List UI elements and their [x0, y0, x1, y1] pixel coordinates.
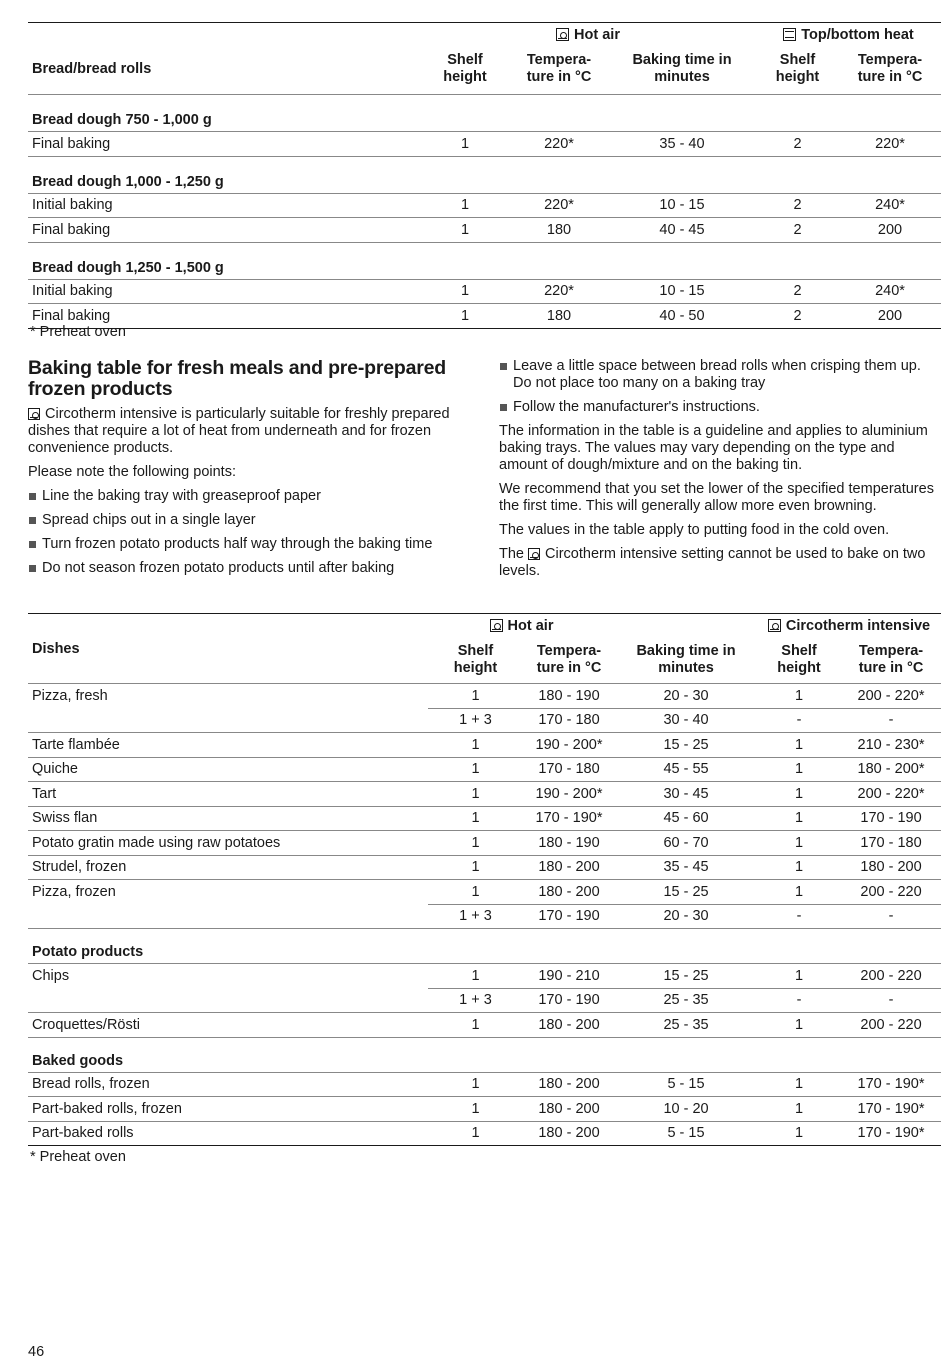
- table-row: Strudel, frozen 1 180 - 200 35 - 45 1 180 - 200: [28, 855, 941, 880]
- table-row: Tarte flambée 1 190 - 200* 15 - 25 1 210 - 230*: [28, 733, 941, 758]
- left-text-column: [28, 358, 473, 584]
- column-header-shelf: Shelf height: [428, 638, 523, 684]
- table-row: Quiche 1 170 - 180 45 - 55 1 180 - 200*: [28, 757, 941, 782]
- preheat-footnote: * Preheat oven: [30, 324, 126, 340]
- table-row: Initial baking 1 220* 10 - 15 2 240*: [28, 193, 941, 218]
- column-header-item: Dishes: [28, 638, 428, 684]
- recommendation-paragraph: We recommend that you set the lower of the specified temperatures the first time. This will generally allow more even browning.: [499, 481, 934, 514]
- table-row: Croquettes/Rösti 1 180 - 200 25 - 35 1 200 - 220: [28, 1013, 941, 1038]
- circotherm-group-header: Circotherm intensive: [757, 614, 941, 638]
- intro-paragraph: Circotherm intensive is particularly suitable for freshly prepared dishes that require a lot of heat from underneath and for frozen convenience products.: [28, 406, 450, 456]
- hot-air-group-header: Hot air: [428, 614, 615, 638]
- column-header-temperature: Tempera- ture in °C: [523, 638, 615, 684]
- table-row: Part-baked rolls 1 180 - 200 5 - 15 1 170 - 190*: [28, 1121, 941, 1146]
- table-row: Part-baked rolls, frozen 1 180 - 200 10 - 20 1 170 - 190*: [28, 1097, 941, 1122]
- table-row: Swiss flan 1 170 - 190* 45 - 60 1 170 - 190: [28, 806, 941, 831]
- bread-baking-table: [28, 22, 941, 329]
- top-bottom-heat-group-header: Top/bottom heat: [756, 23, 941, 45]
- table-group-header: [28, 23, 941, 45]
- preheat-footnote: * Preheat oven: [30, 1149, 126, 1165]
- tips-list: [499, 358, 939, 416]
- column-header-shelf: Shelf height: [757, 638, 841, 684]
- table-row: 1 + 3 170 - 180 30 - 40 - -: [28, 708, 941, 733]
- list-item: Follow the manufacturer's instructions.: [499, 399, 939, 416]
- column-header-baking-time: Baking time in minutes: [608, 45, 756, 95]
- table-section-row: Potato products: [28, 929, 941, 964]
- table-column-headers: [28, 638, 941, 684]
- hot-air-fan-icon: [490, 619, 503, 632]
- hot-air-fan-icon: [556, 28, 569, 41]
- section-heading: Baking table for fresh meals and pre-prepared frozen products: [28, 357, 446, 400]
- page-number: 46: [28, 1344, 45, 1360]
- top-bottom-heat-icon: [783, 28, 796, 41]
- hot-air-group-header: Hot air: [420, 23, 756, 45]
- guideline-paragraph: The information in the table is a guideline and applies to aluminium baking trays. The values may vary depending on the type and amount of dough/mixture and on the baking tin.: [499, 423, 928, 473]
- column-header-temperature: Tempera- ture in °C: [841, 638, 941, 684]
- list-item: Do not season frozen potato products until after baking: [28, 560, 473, 577]
- points-intro: Please note the following points:: [28, 464, 236, 480]
- table-row: Final baking 1 180 40 - 50 2 200: [28, 304, 941, 329]
- list-item: Spread chips out in a single layer: [28, 512, 473, 529]
- column-header-shelf: Shelf height: [756, 45, 839, 95]
- list-item: Leave a little space between bread rolls when crisping them up. Do not place too many on a baking tray: [499, 358, 939, 392]
- circotherm-intensive-icon: [28, 408, 40, 420]
- circotherm-intensive-icon: [768, 619, 781, 632]
- right-text-column: [499, 358, 939, 587]
- column-header-shelf: Shelf height: [420, 45, 510, 95]
- table-row: Pizza, fresh 1 180 - 190 20 - 30 1 200 - 220*: [28, 684, 941, 709]
- table-section-row: Bread dough 1,250 - 1,500 g: [28, 242, 941, 279]
- column-header-baking-time: Baking time in minutes: [615, 638, 757, 684]
- table-section-row: Bread dough 750 - 1,000 g: [28, 95, 941, 132]
- table-section-row: Baked goods: [28, 1037, 941, 1072]
- table-row: Initial baking 1 220* 10 - 15 2 240*: [28, 279, 941, 304]
- table-row: Chips 1 190 - 210 15 - 25 1 200 - 220: [28, 964, 941, 989]
- fresh-frozen-baking-table: [28, 613, 941, 1146]
- table-row: Tart 1 190 - 200* 30 - 45 1 200 - 220*: [28, 782, 941, 807]
- table-row: Pizza, frozen 1 180 - 200 15 - 25 1 200 - 220: [28, 880, 941, 905]
- table-row: Potato gratin made using raw potatoes 1 180 - 190 60 - 70 1 170 - 180: [28, 831, 941, 856]
- table-section-row: Bread dough 1,000 - 1,250 g: [28, 156, 941, 193]
- table-row: Bread rolls, frozen 1 180 - 200 5 - 15 1 170 - 190*: [28, 1072, 941, 1097]
- table-row: Final baking 1 180 40 - 45 2 200: [28, 218, 941, 243]
- table-row: Final baking 1 220* 35 - 40 2 220*: [28, 132, 941, 157]
- cold-oven-paragraph: The values in the table apply to putting food in the cold oven.: [499, 522, 890, 538]
- two-levels-paragraph: The Circotherm intensive setting cannot be used to bake on two levels.: [499, 546, 926, 579]
- column-header-temperature: Tempera- ture in °C: [510, 45, 608, 95]
- table-row: 1 + 3 170 - 190 20 - 30 - -: [28, 904, 941, 929]
- tips-list: [28, 488, 473, 577]
- list-item: Turn frozen potato products half way through the baking time: [28, 536, 473, 553]
- column-header-item: Bread/bread rolls: [28, 45, 420, 95]
- table-row: 1 + 3 170 - 190 25 - 35 - -: [28, 988, 941, 1013]
- list-item: Line the baking tray with greaseproof paper: [28, 488, 473, 505]
- table-column-headers: [28, 45, 941, 95]
- circotherm-intensive-icon: [528, 548, 540, 560]
- column-header-temperature: Tempera- ture in °C: [839, 45, 941, 95]
- table-group-header: [28, 614, 941, 638]
